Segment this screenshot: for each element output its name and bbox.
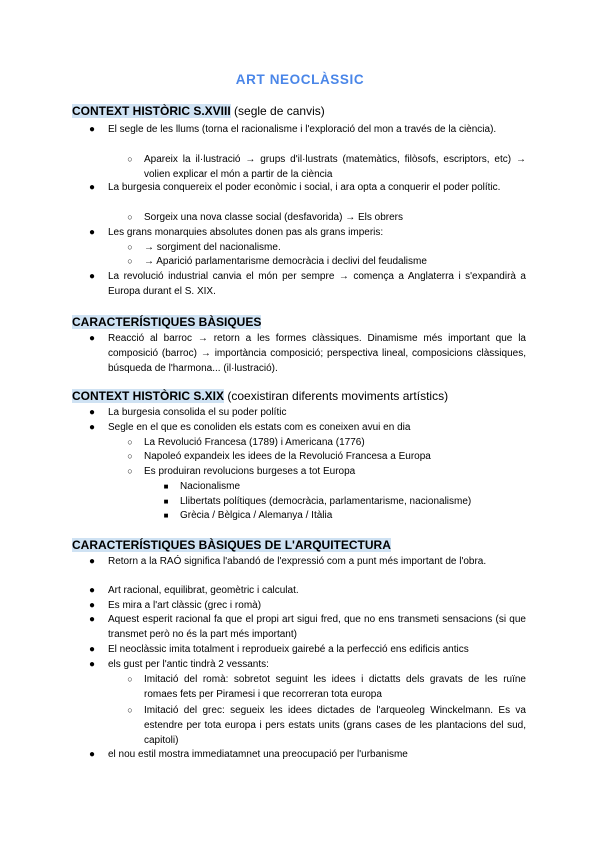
list-item: Apareix la il·lustració → grups d'il·lustrats (matemàtics, filòsofs, escriptors, etc) → volien explicar el món a partir de la ciència — [144, 154, 526, 180]
bullet-icon: ● — [88, 124, 96, 135]
list-item: Sorgeix una nova classe social (desfavorida) → Els obrers — [144, 212, 404, 223]
circle-bullet-icon: ○ — [127, 154, 133, 164]
list-item: Imitació del romà: sobretot seguint les idees i dictatts dels gravats de les ruïne romaes fets per Piramesi i que recorreran tota europa — [144, 674, 526, 700]
heading-text: CARACTERÍSTIQUES BÀSIQUES DE L'ARQUITECTURA — [72, 538, 391, 552]
list-item: El segle de les llums (torna el racionalisme i l'exploració del mon a través de la ciència). — [108, 124, 497, 135]
bullet-icon: ● — [88, 422, 96, 433]
list-item: → sorgiment del nacionalisme. — [144, 242, 281, 253]
bullet-icon: ● — [88, 644, 96, 655]
bullet-icon: ● — [88, 271, 96, 282]
bullet-icon: ● — [88, 556, 96, 567]
list-item: Segle en el que es conoliden els estats com es coneixen avui en dia — [108, 422, 411, 433]
list-item: Nacionalisme — [180, 481, 241, 492]
list-item: → Aparició parlamentarisme democràcia i declivi del feudalisme — [144, 256, 427, 267]
list-item: el nou estil mostra immediatamnet una preocupació per l'urbanisme — [108, 749, 408, 760]
section-heading-context-xix — [72, 389, 448, 404]
list-item: els gust per l'antic tindrà 2 vessants: — [108, 659, 269, 670]
square-bullet-icon: ■ — [163, 497, 169, 506]
circle-bullet-icon: ○ — [127, 466, 133, 476]
list-item: Es produiran revolucions burgeses a tot Europa — [144, 466, 356, 477]
heading-text: CONTEXT HISTÒRIC S.XIX — [72, 389, 225, 403]
bullet-icon: ● — [88, 182, 96, 193]
section-heading-basic-characteristics — [72, 315, 261, 330]
page-title: ART NEOCLÀSSIC — [235, 72, 365, 87]
bullet-icon: ● — [88, 659, 96, 670]
square-bullet-icon: ■ — [163, 511, 169, 520]
list-item: Llibertats polítiques (democràcia, parlamentarisme, nacionalisme) — [180, 496, 472, 507]
heading-text: CARACTERÍSTIQUES BÀSIQUES — [72, 315, 262, 329]
list-item: Grècia / Bèlgica / Alemanya / Itàlia — [180, 510, 333, 521]
circle-bullet-icon: ○ — [127, 437, 133, 447]
heading-note: (coexistiran diferents moviments artístics) — [224, 389, 449, 403]
heading-note: (segle de canvis) — [230, 104, 325, 118]
bullet-icon: ● — [88, 227, 96, 238]
list-item: Aquest esperit racional fa que el propi art sigui fred, que no ens transmeti sensacions (si que transmet però no és la part més important) — [108, 614, 526, 640]
bullet-icon: ● — [88, 333, 96, 344]
list-item: Retorn a la RAÓ significa l'abandó de l'expressió com a punt més important de l'obra. — [108, 556, 487, 567]
circle-bullet-icon: ○ — [127, 451, 133, 461]
list-item: Reacció al barroc → retorn a les formes clàssiques. Dinamisme més important que la composició (barroc) → importància composició; perspectiva lineal, composicions clàssiques, búsqueda de l'harmona... (il·lustració). — [108, 333, 526, 374]
list-item: La burgesia conquereix el poder econòmic i social, i ara opta a conquerir el poder polític. — [108, 182, 501, 193]
list-item: Les grans monarquies absolutes donen pas als grans imperis: — [108, 227, 384, 238]
circle-bullet-icon: ○ — [127, 256, 133, 266]
bullet-icon: ● — [88, 749, 96, 760]
bullet-icon: ● — [88, 407, 96, 418]
list-item: La burgesia consolida el su poder polític — [108, 407, 287, 418]
section-heading-architecture — [72, 538, 391, 553]
list-item: La Revolució Francesa (1789) i Americana (1776) — [144, 437, 365, 448]
bullet-icon: ● — [88, 585, 96, 596]
list-item: La revolució industrial canvia el món per sempre → comença a Anglaterra i s'expandirà a Europa durant el S. XIX. — [108, 271, 526, 297]
square-bullet-icon: ■ — [163, 482, 169, 491]
section-heading-context-xviii — [72, 104, 325, 119]
heading-text: CONTEXT HISTÒRIC S.XVIII — [72, 104, 231, 118]
list-item: Napoleó expandeix les idees de la Revolució Francesa a Europa — [144, 451, 431, 462]
circle-bullet-icon: ○ — [127, 705, 133, 715]
bullet-icon: ● — [88, 614, 96, 625]
list-item: Es mira a l'art clàssic (grec i romà) — [108, 600, 262, 611]
list-item: Art racional, equilibrat, geomètric i calculat. — [108, 585, 299, 596]
list-item: El neoclàssic imita totalment i reprodueix gairebé a la perfecció ens edificis antics — [108, 644, 469, 655]
circle-bullet-icon: ○ — [127, 242, 133, 252]
circle-bullet-icon: ○ — [127, 674, 133, 684]
circle-bullet-icon: ○ — [127, 212, 133, 222]
list-item: Imitació del grec: segueix les idees dictades de l'arqueoleg Winckelmann. Es va estendre per tota europa i pers estats units (grans cases de les plantacions del sud, capitoli) — [144, 705, 526, 746]
bullet-icon: ● — [88, 600, 96, 611]
